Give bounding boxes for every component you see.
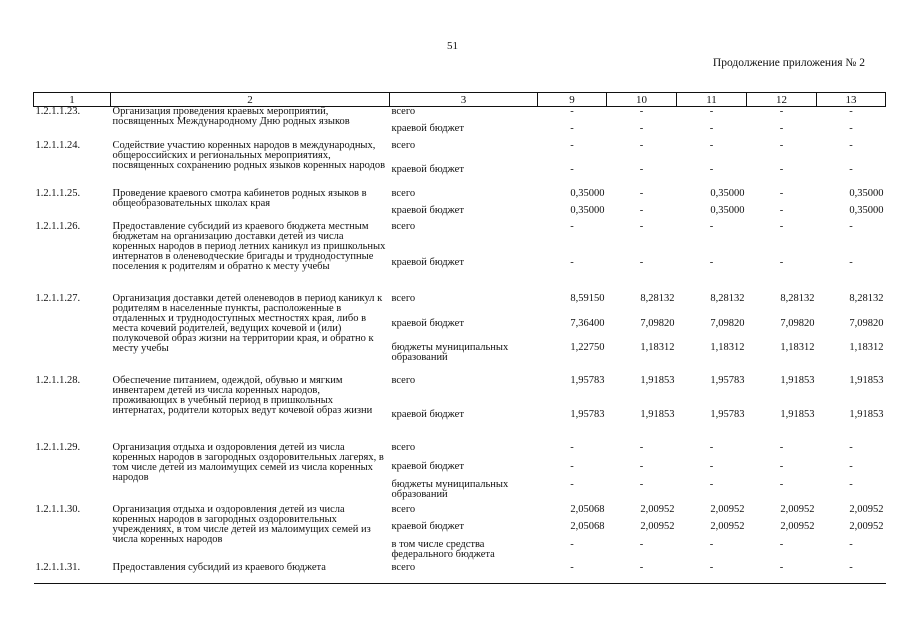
item-code: 1.2.1.1.26. bbox=[35, 221, 81, 232]
value-cell: - bbox=[709, 460, 714, 472]
funding-source: краевой бюджет bbox=[391, 257, 464, 268]
header-cell: 11 bbox=[677, 93, 747, 107]
funding-source: краевой бюджет bbox=[391, 123, 464, 135]
value-cell: 1,18312 bbox=[710, 342, 745, 354]
value-cell: - bbox=[849, 164, 853, 175]
item-name: Организация проведения краевых мероприятий, посвященных Международному Дню родных языков bbox=[112, 106, 350, 127]
header-cell: 13 bbox=[817, 93, 886, 107]
value-cell: 7,09820 bbox=[780, 317, 815, 329]
value-cell: - bbox=[639, 140, 644, 151]
funding-source: всего bbox=[391, 221, 416, 232]
value-cell: - bbox=[779, 221, 784, 232]
item-name: Организация отдыха и оздоровления детей из числа коренных народов в загородных оздоровительных лагерях, в том числе детей из малоимущих семей из числа коренных народов bbox=[112, 442, 384, 483]
item-code: 1.2.1.1.27. bbox=[35, 293, 81, 304]
table-row bbox=[34, 505, 886, 522]
funding-source: всего bbox=[391, 442, 416, 453]
header-cell: 9 bbox=[538, 93, 607, 107]
item-code: 1.2.1.1.23. bbox=[35, 106, 81, 117]
value-cell: - bbox=[570, 442, 574, 453]
header-cell: 3 bbox=[390, 93, 538, 107]
value-cell: - bbox=[779, 460, 784, 472]
value-cell: - bbox=[570, 123, 574, 135]
value-cell: 2,05068 bbox=[570, 504, 605, 515]
value-cell: - bbox=[570, 140, 574, 151]
table-body bbox=[34, 107, 886, 584]
value-cell: 1,91853 bbox=[640, 408, 675, 420]
table-row bbox=[34, 141, 886, 165]
value-cell: 2,05068 bbox=[570, 521, 605, 533]
value-cell: - bbox=[570, 538, 574, 550]
value-cell: 2,00952 bbox=[710, 504, 745, 515]
page-number: 51 bbox=[447, 40, 458, 52]
header-row bbox=[34, 93, 886, 107]
table-row bbox=[34, 189, 886, 206]
funding-source: бюджеты муниципальных образований bbox=[391, 479, 509, 501]
value-cell: 8,28132 bbox=[780, 293, 815, 304]
item-name: Предоставления субсидий из краевого бюджета bbox=[111, 563, 390, 584]
value-cell: - bbox=[779, 538, 784, 550]
value-cell: 2,00952 bbox=[640, 504, 675, 515]
item-code: 1.2.1.1.29. bbox=[35, 442, 81, 453]
value-cell: 1,95783 bbox=[570, 375, 605, 386]
value-cell: - bbox=[709, 221, 714, 232]
header-cell: 10 bbox=[607, 93, 677, 107]
value-cell: 1,95783 bbox=[710, 408, 745, 420]
value-cell: - bbox=[709, 123, 714, 135]
funding-source: всего bbox=[391, 140, 416, 151]
value-cell: 7,09820 bbox=[710, 317, 745, 329]
funding-source: краевой бюджет bbox=[391, 204, 464, 216]
value-cell: - bbox=[639, 106, 644, 117]
value-cell: - bbox=[639, 188, 644, 199]
value-cell: - bbox=[639, 164, 644, 175]
value-cell: - bbox=[779, 204, 784, 216]
item-name: Проведение краевого смотра кабинетов родных языков в общеобразовательных школах края bbox=[112, 188, 367, 209]
value-cell: - bbox=[849, 479, 853, 491]
value-cell: - bbox=[709, 538, 714, 550]
value-cell: 1,91853 bbox=[640, 375, 675, 386]
value-cell: - bbox=[779, 442, 784, 453]
value-cell: - bbox=[849, 123, 853, 135]
value-cell: - bbox=[779, 123, 784, 135]
funding-source: всего bbox=[391, 106, 416, 117]
value-cell: 8,28132 bbox=[849, 293, 884, 304]
value-cell: - bbox=[849, 442, 853, 453]
value-cell: 1,91853 bbox=[849, 375, 884, 386]
value-cell: - bbox=[779, 479, 784, 491]
value-cell: - bbox=[709, 164, 714, 175]
value-cell: - bbox=[709, 140, 714, 151]
item-code: 1.2.1.1.30. bbox=[35, 504, 81, 515]
value-cell: - bbox=[639, 123, 644, 135]
value-cell: - bbox=[570, 479, 574, 491]
funding-source: всего bbox=[391, 188, 416, 199]
header-cell: 1 bbox=[34, 93, 111, 107]
value-cell: - bbox=[709, 442, 714, 453]
value-cell: 0,35000 bbox=[849, 204, 884, 216]
value-cell: - bbox=[639, 479, 644, 491]
value-cell: 0,35000 bbox=[570, 204, 605, 216]
item-name: Содействие участию коренных народов в международных, общероссийских и региональных мероприятиях, посвященных сохранению родных языков коренных народов bbox=[112, 140, 386, 171]
value-cell: 0,35000 bbox=[849, 188, 884, 199]
value-cell: 8,28132 bbox=[640, 293, 675, 304]
header-cell: 2 bbox=[111, 93, 390, 107]
item-code: 1.2.1.1.24. bbox=[35, 140, 81, 151]
value-cell: 2,00952 bbox=[849, 521, 884, 533]
table-row bbox=[34, 563, 886, 584]
value-cell: - bbox=[779, 257, 784, 268]
funding-source: краевой бюджет bbox=[391, 408, 464, 420]
value-cell: 1,18312 bbox=[780, 342, 815, 354]
funding-source: краевой бюджет bbox=[391, 521, 464, 533]
table-row bbox=[34, 376, 886, 410]
funding-source: краевой бюджет bbox=[391, 164, 464, 175]
value-cell: - bbox=[538, 563, 607, 584]
continuation-label: Продолжение приложения № 2 bbox=[712, 57, 865, 69]
funding-source: краевой бюджет bbox=[391, 460, 464, 472]
item-code: 1.2.1.1.28. bbox=[35, 375, 81, 386]
table-row bbox=[34, 294, 886, 319]
value-cell: - bbox=[849, 257, 853, 268]
header-cell: 12 bbox=[747, 93, 817, 107]
value-cell: - bbox=[639, 204, 644, 216]
item-name: Организация отдыха и оздоровления детей из числа коренных народов в загородных оздоровительных учреждениях, в том числе детей из малоимущих семей из числа коренных народов bbox=[112, 504, 371, 545]
value-cell: 2,00952 bbox=[849, 504, 884, 515]
value-cell: - bbox=[849, 221, 853, 232]
value-cell: 8,28132 bbox=[710, 293, 745, 304]
value-cell: - bbox=[639, 221, 644, 232]
value-cell: - bbox=[639, 538, 644, 550]
item-code: 1.2.1.1.25. bbox=[35, 188, 81, 199]
table-row bbox=[34, 107, 886, 125]
value-cell: 7,36400 bbox=[570, 317, 605, 329]
value-cell: 1,91853 bbox=[780, 408, 815, 420]
value-cell: - bbox=[570, 460, 574, 472]
value-cell: 2,00952 bbox=[640, 521, 675, 533]
value-cell: - bbox=[849, 140, 853, 151]
item-name: Обеспечение питанием, одеждой, обувью и мягким инвентарем детей из числа коренных народов, проживающих в учебный период в пришкольных интернатах, родители которых ведут кочевой образ жизни bbox=[112, 375, 373, 416]
value-cell: - bbox=[570, 164, 574, 175]
funding-source: всего bbox=[391, 375, 416, 386]
funding-source: бюджеты муниципальных образований bbox=[391, 342, 509, 364]
value-cell: 0,35000 bbox=[710, 188, 745, 199]
value-cell: - bbox=[639, 257, 644, 268]
value-cell: - bbox=[849, 460, 853, 472]
item-name: Предоставление субсидий из краевого бюджета местным бюджетам на организацию доставки детей из числа коренных народов в период летних каникул из пришкольных интернатов в оленеводческие бригады и труднодоступные поселения к родителям и обратно к месту учебы bbox=[112, 221, 386, 272]
value-cell: - bbox=[709, 257, 714, 268]
value-cell: 7,09820 bbox=[849, 317, 884, 329]
value-cell: 1,18312 bbox=[849, 342, 884, 354]
value-cell: - bbox=[570, 257, 574, 268]
value-cell: - bbox=[570, 106, 574, 117]
value-cell: - bbox=[849, 106, 853, 117]
item-name: Организация доставки детей оленеводов в период каникул к родителям в населенные пункты, расположенные в отдаленных и труднодоступных местностях края, либо в места кочевий родителей, ведущих кочевой и (или) полукочевой образ жизни на территории края, и обратно к месту учебы bbox=[112, 293, 383, 354]
appendix-table bbox=[33, 92, 886, 584]
table-row bbox=[34, 222, 886, 258]
value-cell: 2,00952 bbox=[780, 504, 815, 515]
value-cell: - bbox=[817, 563, 886, 584]
item-code: 1.2.1.1.31. bbox=[34, 563, 111, 584]
funding-source: краевой бюджет bbox=[391, 317, 464, 329]
value-cell: - bbox=[709, 479, 714, 491]
value-cell: - bbox=[779, 188, 784, 199]
value-cell: 7,09820 bbox=[640, 317, 675, 329]
value-cell: - bbox=[677, 563, 747, 584]
value-cell: - bbox=[747, 563, 817, 584]
value-cell: 2,00952 bbox=[710, 521, 745, 533]
funding-source: всего bbox=[391, 504, 416, 515]
value-cell: 0,35000 bbox=[570, 188, 605, 199]
value-cell: 1,95783 bbox=[570, 408, 605, 420]
value-cell: 8,59150 bbox=[570, 293, 605, 304]
value-cell: - bbox=[639, 442, 644, 453]
value-cell: - bbox=[709, 106, 714, 117]
value-cell: 0,35000 bbox=[710, 204, 745, 216]
table-row bbox=[34, 443, 886, 462]
funding-source: в том числе средства федерального бюджета bbox=[391, 538, 495, 560]
value-cell: - bbox=[570, 221, 574, 232]
value-cell: - bbox=[779, 106, 784, 117]
funding-source: всего bbox=[391, 293, 416, 304]
value-cell: 1,91853 bbox=[780, 375, 815, 386]
value-cell: - bbox=[639, 460, 644, 472]
value-cell: 1,22750 bbox=[570, 342, 605, 354]
value-cell: - bbox=[849, 538, 853, 550]
value-cell: 2,00952 bbox=[780, 521, 815, 533]
value-cell: 1,91853 bbox=[849, 408, 884, 420]
value-cell: - bbox=[779, 140, 784, 151]
value-cell: - bbox=[779, 164, 784, 175]
value-cell: 1,18312 bbox=[640, 342, 675, 354]
funding-source: всего bbox=[390, 563, 538, 584]
value-cell: 1,95783 bbox=[710, 375, 745, 386]
value-cell: - bbox=[607, 563, 677, 584]
